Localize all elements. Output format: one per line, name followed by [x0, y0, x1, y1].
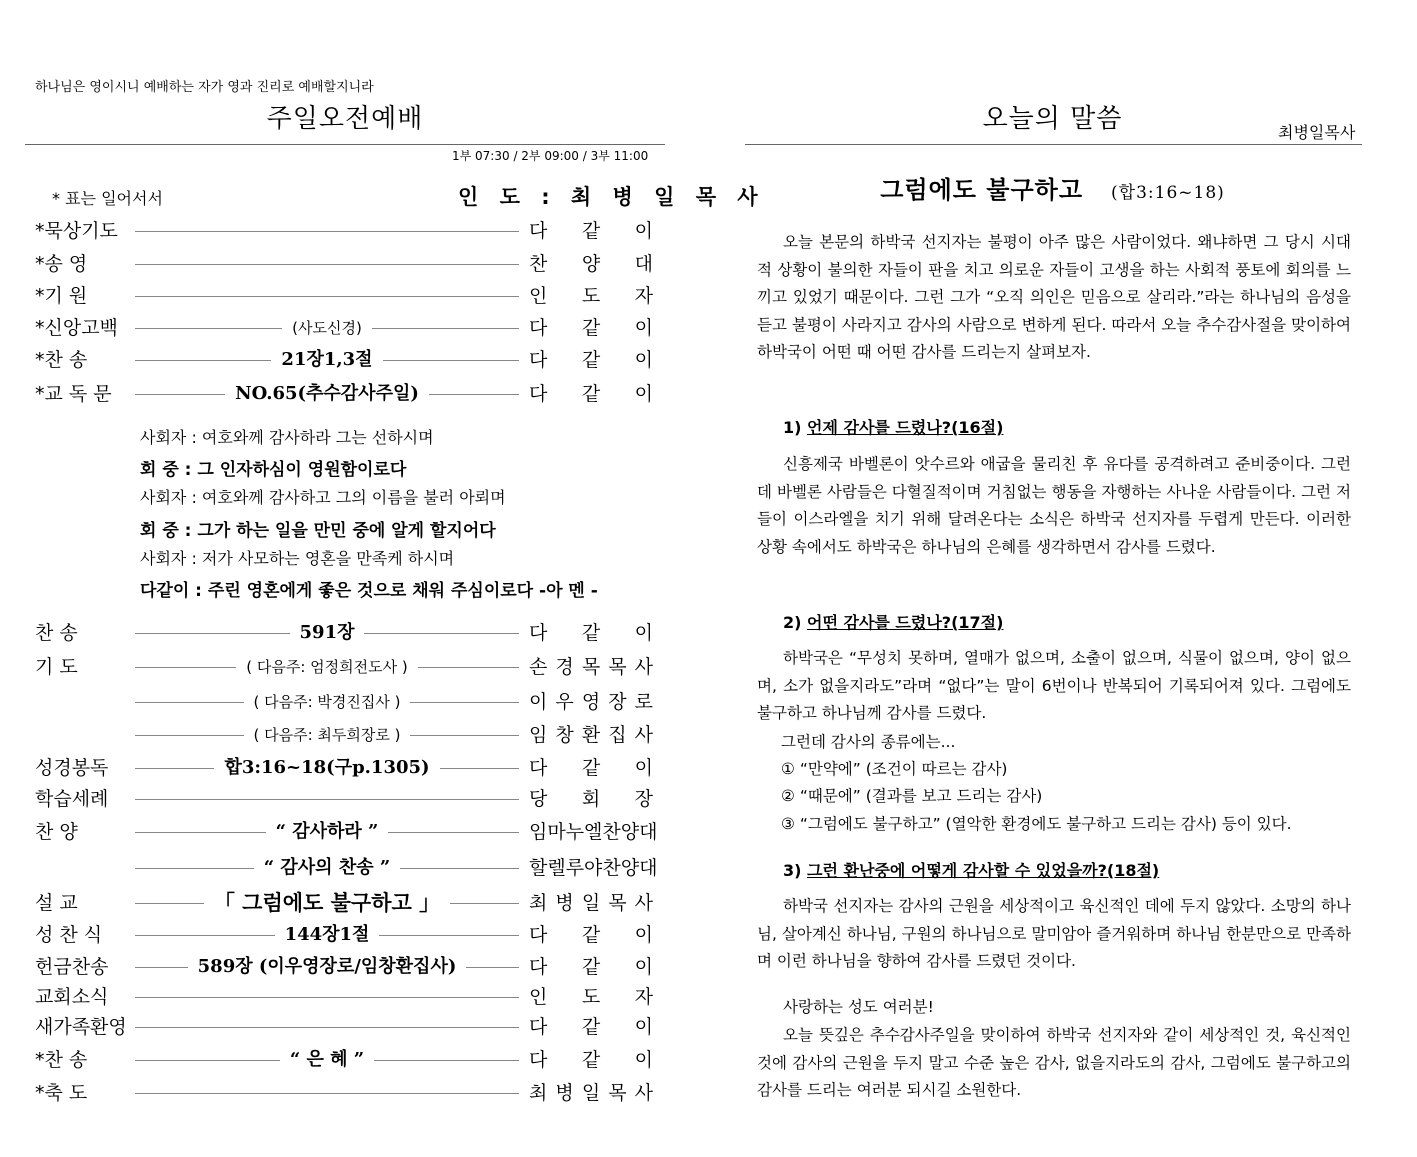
item-detail-text: 589장 (이우영장로/임창환집사)	[188, 956, 467, 977]
item-responsible	[529, 345, 653, 375]
order2-row	[35, 1045, 655, 1075]
section-number: 2)	[783, 613, 808, 632]
responsible-char: 양	[581, 253, 601, 275]
responsible-char: 집	[608, 724, 627, 746]
sermon-page-title: 오늘의 말씀	[982, 104, 1123, 134]
section-2-item: ② “때문에” (결과를 보고 드리는 감사)	[781, 787, 1043, 805]
section-2-item: ③ “그럼에도 불구하고” (열악한 환경에도 불구하고 드리는 감사) 등이 있다.	[781, 815, 1292, 833]
responsible-char: 다	[529, 383, 548, 405]
responsible-char: 우	[555, 691, 574, 713]
item-detail	[135, 345, 519, 375]
responsible-char: 인	[529, 986, 548, 1008]
responsible-char: 병	[555, 1082, 574, 1104]
responsible-char: 사	[634, 656, 653, 678]
responsible-char: 경	[555, 656, 574, 678]
item-responsible	[529, 379, 653, 409]
responsible-char: 일	[581, 892, 601, 914]
closing-body: 오늘 뜻깊은 추수감사주일을 맞이하여 하박국 선지자와 같이 세상적인 것, 육신적인 것에 감사의 근원을 두지 말고 수준 높은 감사, 없을지라도의 감사, 그럼에도 불구하고의 감사를 드리는 여러분 되시길 소원한다.	[757, 1026, 1351, 1099]
item-detail	[135, 888, 519, 918]
service-times: 1부 07:30 / 2부 09:00 / 3부 11:00	[452, 149, 649, 163]
item-label: 새가족환영	[35, 1016, 127, 1038]
responsible-char: 창	[555, 724, 574, 746]
sermon-author: 최병일목사	[1278, 123, 1356, 142]
order-row	[35, 216, 655, 246]
responsible-char: 이	[634, 383, 653, 405]
item-detail	[135, 313, 519, 343]
responsible-char: 로	[634, 691, 653, 713]
responsible-char: 장	[634, 788, 653, 810]
item-detail-text: NO.65(추수감사주일)	[225, 383, 429, 404]
page-title: 주일오전예배	[266, 104, 424, 134]
title-divider	[25, 144, 665, 145]
item-responsible	[529, 618, 653, 648]
responsible-char: 도	[581, 285, 601, 307]
responsible-char: 최	[529, 1082, 548, 1104]
order2-row	[35, 652, 655, 682]
leader-line	[135, 296, 519, 297]
section-title: 언제 감사를 드렸나?(16절)	[807, 418, 1004, 437]
item-responsible	[529, 281, 653, 311]
item-detail	[135, 817, 519, 847]
responsible-char: 인	[529, 285, 548, 307]
responsible-char: 대	[634, 253, 653, 275]
responsible-char: 다	[529, 956, 548, 978]
responsible-char: 사	[634, 724, 653, 746]
order2-row	[35, 853, 658, 883]
item-detail-text: 합3:16~18(구p.1305)	[214, 757, 439, 778]
item-label: *송 영	[35, 253, 88, 275]
sermon-divider	[745, 144, 1362, 145]
item-detail-text: 591장	[290, 622, 365, 643]
closing-greeting: 사랑하는 성도 여러분!	[783, 998, 934, 1016]
section-title: 어떤 감사를 드렸나?(17절)	[807, 613, 1004, 632]
item-detail	[135, 1045, 519, 1075]
responsible-char: 일	[581, 1082, 601, 1104]
item-detail-text: 「 그럼에도 불구하고 」	[204, 891, 450, 915]
item-detail-text: “ 감사하라 ”	[266, 821, 389, 842]
item-detail	[135, 379, 519, 409]
order2-row	[35, 753, 655, 783]
leader-line	[135, 799, 519, 800]
item-detail	[135, 853, 519, 883]
responsible-char: 다	[529, 349, 548, 371]
order2-row	[35, 920, 655, 950]
responsible-char: 이	[634, 757, 653, 779]
leader-line	[135, 1027, 519, 1028]
responsible-char: 병	[555, 892, 574, 914]
item-detail-text: ( 다음주: 박경진집사 )	[244, 693, 411, 711]
item-responsible	[529, 652, 653, 682]
item-label: *찬 송	[35, 1049, 88, 1071]
responsible-char: 이	[529, 691, 548, 713]
sermon-title	[745, 170, 1360, 205]
leader-line	[135, 264, 519, 265]
header-verse: 하나님은 영이시니 예배하는 자가 영과 진리로 예배할지니라	[35, 80, 374, 95]
item-responsible	[529, 687, 653, 717]
order2-row	[35, 720, 655, 750]
leader-line	[135, 1093, 519, 1094]
order-row	[35, 249, 655, 279]
responsible-char: 이	[634, 1049, 653, 1071]
responsible-char: 같	[581, 924, 601, 946]
leader-line-text: 사회자 : 저가 사모하는 영혼을 만족케 하시며	[140, 549, 455, 568]
responsible-char: 목	[608, 1082, 627, 1104]
responsible-char: 같	[581, 622, 601, 644]
order2-row	[35, 952, 655, 982]
item-label: 찬 양	[35, 821, 78, 843]
order2-row	[35, 1012, 655, 1042]
responsible-char: 임	[529, 724, 548, 746]
responsible-char: 목	[608, 656, 627, 678]
responsible-char: 당	[529, 788, 548, 810]
item-label: *신앙고백	[35, 317, 118, 339]
item-detail-text: 21장1,3절	[271, 349, 382, 370]
order2-row	[35, 1078, 655, 1108]
item-responsible	[529, 982, 653, 1012]
order2-row	[35, 618, 655, 648]
responsible-char: 다	[529, 1016, 548, 1038]
item-detail	[135, 720, 519, 750]
item-responsible	[529, 720, 653, 750]
item-detail-text: “ 감사의 찬송 ”	[254, 857, 400, 878]
responsible-char: 사	[634, 1082, 653, 1104]
responsible-char: 찬	[529, 253, 548, 275]
responsible-char: 같	[581, 317, 601, 339]
responsible-char: 같	[581, 1049, 601, 1071]
item-detail	[135, 687, 519, 717]
sermon-title-text: 그럼에도 불구하고	[880, 176, 1084, 204]
item-label: *묵상기도	[35, 220, 118, 242]
section-3-body: 하박국 선지자는 감사의 근원을 세상적이고 육신적인 데에 두지 않았다. 소망의 하나님, 살아계신 하나님, 구원의 하나님으로 말미암아 즐거워하며 하나님 한분만으로 만족하며 이런 하나님을 향하여 감사를 드렸던 것이다.	[757, 897, 1351, 970]
item-detail-text: ( 다음주: 엄정희전도사 )	[236, 658, 417, 676]
item-responsible	[529, 249, 653, 279]
responsible-char: 최	[529, 892, 548, 914]
item-detail-text: “ 은 혜 ”	[280, 1049, 374, 1070]
responsible-char: 도	[581, 986, 601, 1008]
responsible-char: 자	[634, 285, 653, 307]
leader-line-text: 사회자 : 여호와께 감사하고 그의 이름을 불러 아뢰며	[140, 488, 506, 507]
item-detail	[135, 753, 519, 783]
order-row	[35, 313, 655, 343]
section-heading-2	[783, 610, 1003, 633]
item-label: 기 도	[35, 656, 78, 678]
order-row	[35, 345, 655, 375]
responsible-char: 장	[608, 691, 627, 713]
responsible-char: 다	[529, 317, 548, 339]
responsible-char: 다	[529, 757, 548, 779]
item-detail-text: (사도신경)	[282, 319, 372, 337]
section-heading-1	[783, 415, 1003, 438]
standing-note: * 표는 일어서서	[52, 189, 163, 208]
section-heading-3	[783, 858, 1159, 881]
item-responsible: 할렐루야찬양대	[529, 857, 658, 879]
order2-row	[35, 817, 658, 847]
item-responsible	[529, 888, 653, 918]
section-2-line: 그런데 감사의 종류에는...	[781, 733, 956, 751]
item-responsible	[529, 753, 653, 783]
responsible-char: 목	[581, 656, 601, 678]
responsible-char: 손	[529, 656, 548, 678]
responsible-char: 회	[581, 788, 601, 810]
item-responsible	[529, 1078, 653, 1108]
item-label: 성경봉독	[35, 757, 109, 779]
congregation-line: 다같이 : 주린 영혼에게 좋은 것으로 채워 주심이로다 -아 멘 -	[140, 581, 598, 601]
responsible-char: 사	[634, 892, 653, 914]
responsible-char: 같	[581, 956, 601, 978]
sermon-scripture-ref: (합3:16~18)	[1111, 183, 1225, 203]
item-label: *축 도	[35, 1082, 88, 1104]
responsible-char: 이	[634, 1016, 653, 1038]
item-label: 설 교	[35, 892, 78, 914]
responsible-char: 자	[634, 986, 653, 1008]
responsible-char: 이	[634, 317, 653, 339]
leader-line	[135, 231, 519, 232]
item-label: 헌금찬송	[35, 956, 109, 978]
responsible-char: 다	[529, 622, 548, 644]
responsible-char: 목	[608, 892, 627, 914]
responsible-char: 같	[581, 383, 601, 405]
congregation-line: 회 중 : 그가 하는 일을 만민 중에 알게 할지어다	[140, 521, 496, 541]
sermon-intro: 오늘 본문의 하박국 선지자는 불평이 아주 많은 사람이었다. 왜냐하면 그 당시 시대적 상황이 불의한 자들이 판을 치고 의로운 자들이 고생을 하는 사회적 풍토에 회의를 느끼고 있었기 때문이다. 그런 그가 “오직 의인은 믿음으로 살리라.”라는 하나님의 음성을 듣고 불평이 사라지고 감사의 사람으로 변하게 된다. 따라서 오늘 추수감사절을 맞이하여 하박국이 어떤 때 어떤 감사를 드리는지 살펴보자.	[757, 233, 1351, 361]
item-label: 성 찬 식	[35, 924, 103, 946]
item-responsible	[529, 920, 653, 950]
responsible-char: 같	[581, 349, 601, 371]
order2-row	[35, 687, 655, 717]
section-1-body: 신흥제국 바벨론이 앗수르와 애굽을 물리친 후 유다를 공격하려고 준비중이다. 그런데 바벨론 사람들은 다혈질적이며 거침없는 행동을 자행하는 사나운 사람들이다. 그런 저들이 이스라엘을 치기 위해 달려온다는 소식은 하박국 선지자를 두렵게 만든다. 이러한 상황 속에서도 하박국은 하나님의 은혜를 생각하면서 감사를 드렸다.	[757, 455, 1351, 556]
item-detail	[135, 652, 519, 682]
responsible-char: 다	[529, 1049, 548, 1071]
responsible-char: 같	[581, 220, 601, 242]
leader-line	[135, 997, 519, 998]
order2-row	[35, 888, 655, 918]
responsible-char: 다	[529, 924, 548, 946]
responsible-char: 이	[634, 220, 653, 242]
item-detail-text: ( 다음주: 최두희장로 )	[244, 726, 411, 744]
responsible-char: 이	[634, 622, 653, 644]
responsible-char: 다	[529, 220, 548, 242]
section-2-body: 하박국은 “무성치 못하며, 열매가 없으며, 소출이 없으며, 식물이 없으며, 양이 없으며, 소가 없을지라도”라며 “없다”는 말이 6번이나 반복되어 기록되어져 있다. 그럼에도 불구하고 하나님께 감사를 드렸다.	[757, 649, 1351, 722]
item-detail	[135, 952, 519, 982]
item-responsible	[529, 1012, 653, 1042]
order-row	[35, 281, 655, 311]
item-responsible	[529, 1045, 653, 1075]
section-number: 3)	[783, 861, 808, 880]
item-detail	[135, 618, 519, 648]
responsible-char: 이	[634, 956, 653, 978]
item-responsible: 임마누엘찬양대	[529, 821, 658, 843]
item-label: 교회소식	[35, 986, 109, 1008]
responsible-char: 환	[581, 724, 601, 746]
service-leader: 인 도 : 최 병 일 목 사	[458, 185, 765, 209]
section-2-item: ① “만약에” (조건이 따르는 감사)	[781, 760, 1008, 778]
item-label: *교 독 문	[35, 383, 112, 405]
item-label: *찬 송	[35, 349, 88, 371]
order2-row	[35, 982, 655, 1012]
responsible-char: 같	[581, 757, 601, 779]
order2-row	[35, 784, 655, 814]
responsible-char: 이	[634, 349, 653, 371]
responsible-char: 이	[634, 924, 653, 946]
item-label: 학습세례	[35, 788, 109, 810]
item-responsible	[529, 784, 653, 814]
order-row	[35, 379, 655, 409]
section-title: 그런 환난중에 어떻게 감사할 수 있었을까?(18절)	[807, 861, 1160, 880]
item-responsible	[529, 216, 653, 246]
leader-line-text: 사회자 : 여호와께 감사하라 그는 선하시며	[140, 428, 434, 447]
responsible-char: 같	[581, 1016, 601, 1038]
item-detail	[135, 920, 519, 950]
responsible-char: 영	[581, 691, 601, 713]
item-label: *기 원	[35, 285, 88, 307]
section-number: 1)	[783, 418, 808, 437]
item-responsible	[529, 952, 653, 982]
item-detail-text: 144장1절	[275, 924, 380, 945]
item-label: 찬 송	[35, 622, 78, 644]
congregation-line: 회 중 : 그 인자하심이 영원함이로다	[140, 460, 407, 480]
item-responsible	[529, 313, 653, 343]
